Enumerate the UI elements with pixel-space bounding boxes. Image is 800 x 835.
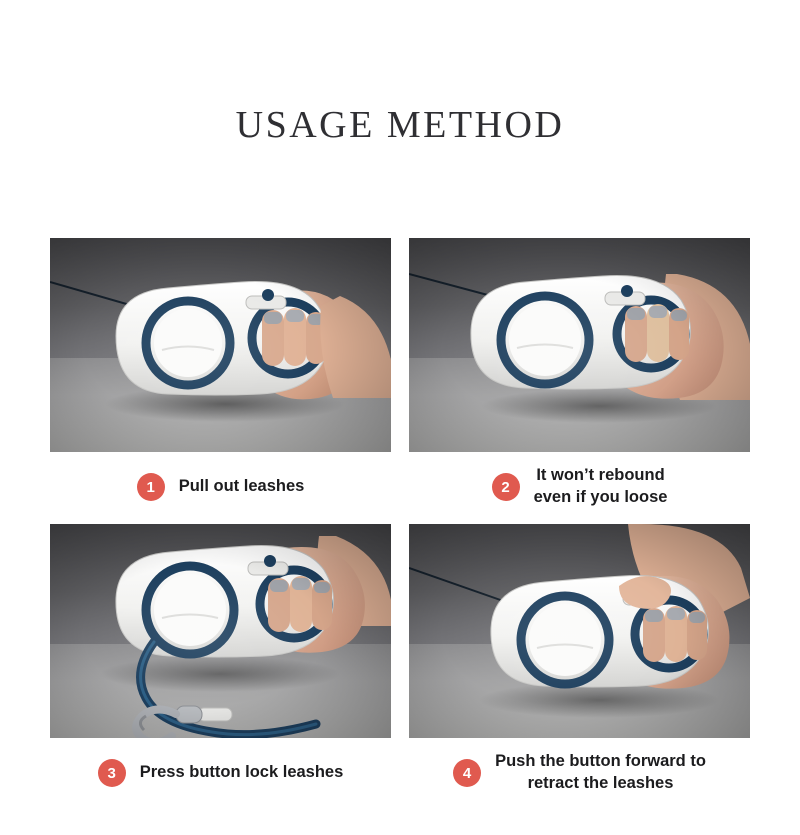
step-4-photo (409, 524, 750, 738)
photo-vignette (50, 524, 391, 738)
photo-vignette (409, 524, 750, 738)
step-2-photo (409, 238, 750, 452)
step-card-2 (409, 238, 750, 510)
step-2-text-line-2: even if you loose (533, 488, 668, 506)
step-3-text: Press button lock leashes (139, 763, 344, 782)
photo-vignette (50, 238, 391, 452)
step-1-badge: 1 (137, 473, 165, 501)
step-3-photo (50, 524, 391, 738)
step-4-badge: 4 (453, 759, 481, 787)
step-2-text-line-1: It won’t rebound (536, 466, 665, 485)
step-4-text-line-1: Push the button forward to (495, 752, 706, 771)
step-1-caption (50, 464, 391, 510)
step-card-3 (50, 524, 391, 796)
step-2-badge: 2 (492, 473, 520, 501)
step-3-badge: 3 (98, 759, 126, 787)
photo-vignette (409, 238, 750, 452)
step-1-photo (50, 238, 391, 452)
page-title: USAGE METHOD (235, 104, 565, 146)
step-4-text (495, 751, 706, 795)
step-card-1 (50, 238, 391, 510)
step-card-4 (409, 524, 750, 796)
step-4-caption (409, 750, 750, 796)
step-3-caption (50, 750, 391, 796)
step-2-caption (409, 464, 750, 510)
steps-grid (50, 238, 750, 796)
step-1-text: Pull out leashes (178, 477, 305, 496)
step-2-text (534, 465, 668, 509)
step-4-text-line-2: retract the leashes (527, 774, 674, 792)
